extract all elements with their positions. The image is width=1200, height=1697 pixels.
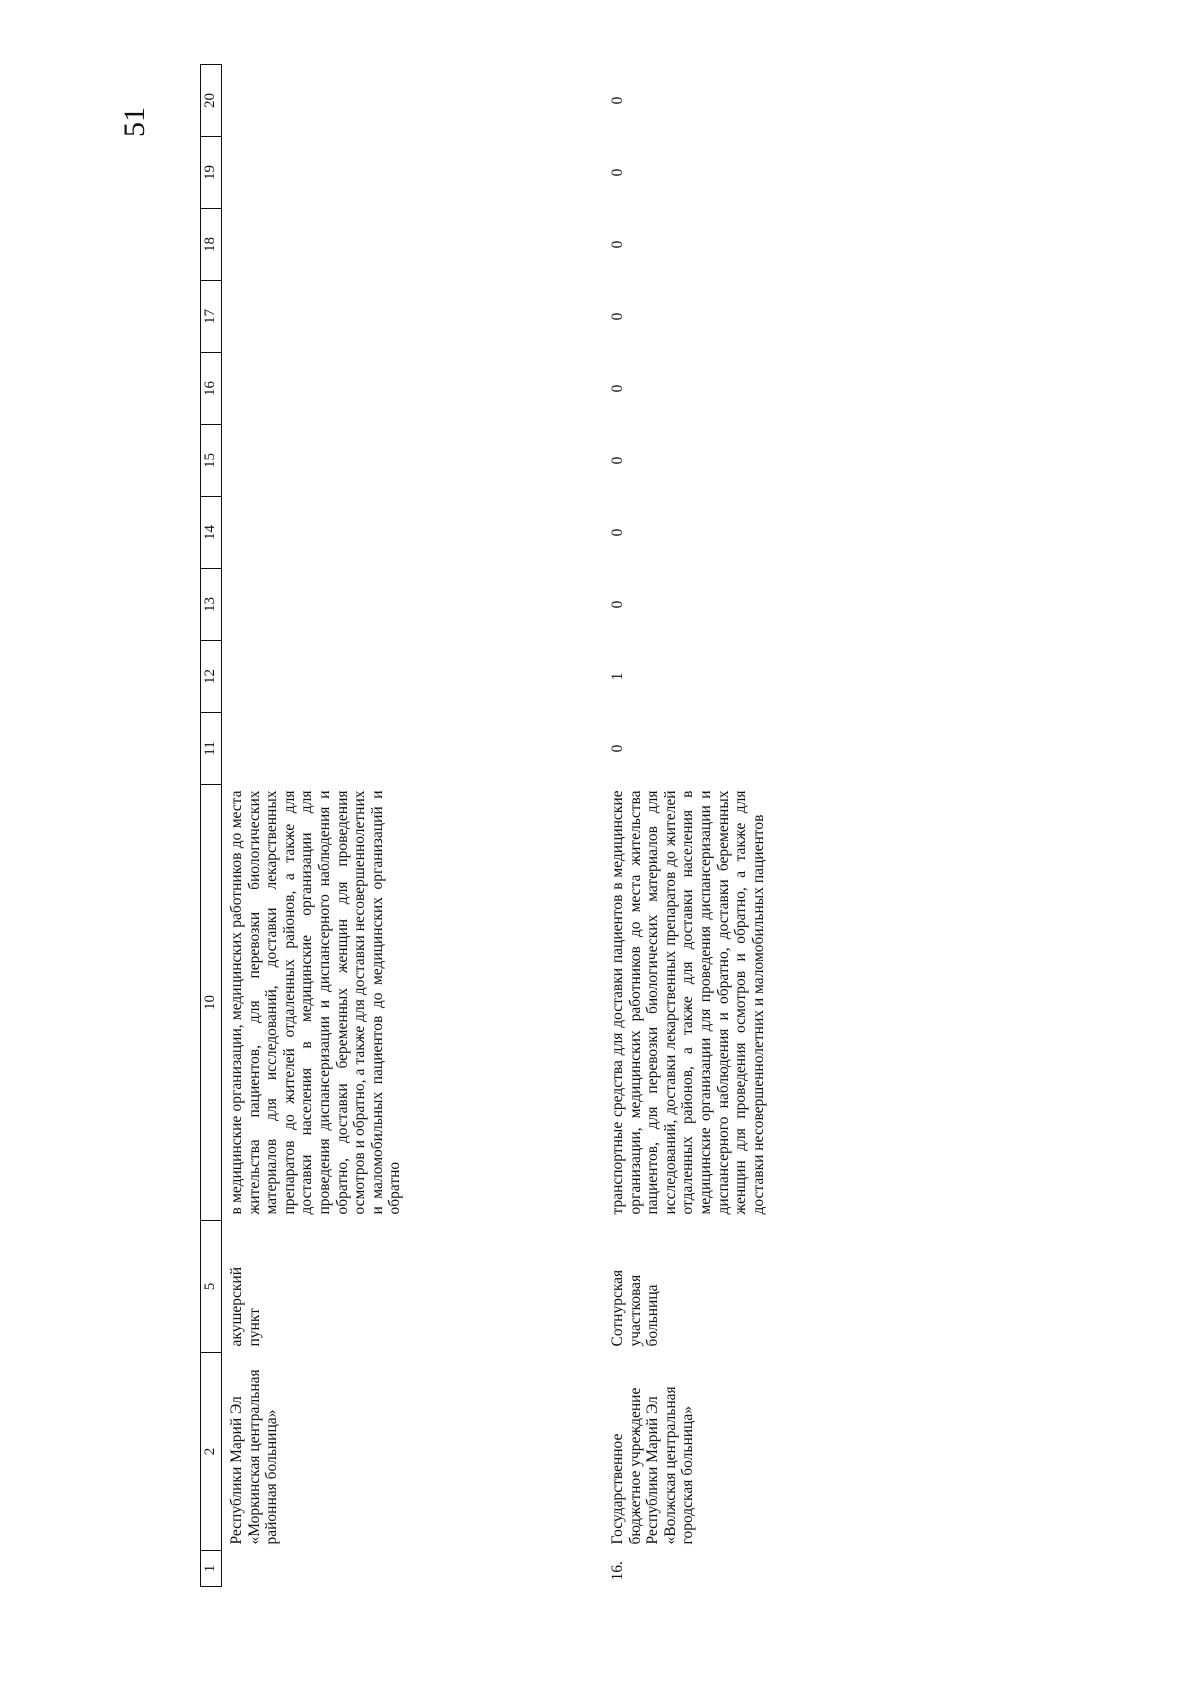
- col-header: 14: [201, 497, 222, 569]
- value-cell: [222, 713, 604, 785]
- value-cell: [222, 209, 604, 281]
- value-cell: 0: [609, 456, 626, 465]
- value-cell: [222, 281, 604, 353]
- value-cell: 0: [609, 312, 626, 321]
- value-cell: [222, 641, 604, 713]
- value-cell: [222, 137, 604, 209]
- table-row: [222, 65, 604, 1587]
- col-header: 16: [201, 353, 222, 425]
- data-table: [200, 64, 767, 1587]
- purpose-text: в медицинские организации, медицинских работников до места жительства пациентов, для перевозки биологических материалов для исследований, доставки лекарственных препаратов до жителей отдаленных районов, а также для доставки населения в медицинские организации для проведения диспансеризации и диспансерного наблюдения и обратно, доставки беременных женщин для проведения осмотров и обратно, а также для доставки несовершеннолетних и маломобильных пациентов до медицинских организаций и обратно: [228, 790, 404, 1215]
- col-header: 13: [201, 569, 222, 641]
- value-cell: 0: [609, 168, 626, 177]
- col-header: 20: [201, 65, 222, 137]
- value-cell: 0: [609, 384, 626, 393]
- value-cell: 0: [609, 240, 626, 249]
- page-number: 51: [118, 107, 151, 137]
- col-header: 5: [201, 1221, 222, 1353]
- row-number: [222, 1551, 604, 1587]
- value-cell: 0: [609, 96, 626, 105]
- col-header: 15: [201, 425, 222, 497]
- col-header: 2: [201, 1353, 222, 1551]
- organization-name: Республики Марий Эл «Моркинская центральная районная больница»: [228, 1369, 281, 1545]
- value-cell: 0: [609, 600, 626, 609]
- unit-name: Сотнурская участковая больница: [609, 1269, 662, 1347]
- value-cell: [222, 353, 604, 425]
- value-cell: [222, 65, 604, 137]
- value-cell: 1: [609, 672, 626, 681]
- value-cell: 0: [609, 744, 626, 753]
- col-header: 17: [201, 281, 222, 353]
- col-header: 1: [201, 1551, 222, 1587]
- purpose-text: транспортные средства для доставки пациентов в медицинские организации, медицинских работников до места жительства пациентов, для перевозки биологических материалов для исследований, доставки лекарственных препаратов до жителей отдаленных районов, а также для доставки населения в медицинские организации для проведения диспансеризации и диспансерного наблюдения и обратно, доставки беременных женщин для проведения осмотров и обратно, а также для доставки несовершеннолетних и маломобильных пациентов: [609, 790, 767, 1215]
- col-header: 18: [201, 209, 222, 281]
- value-cell: 0: [609, 528, 626, 537]
- col-header: 10: [201, 785, 222, 1221]
- col-header: 19: [201, 137, 222, 209]
- row-number: 16.: [609, 1561, 626, 1581]
- col-header: 12: [201, 641, 222, 713]
- col-header: 11: [201, 713, 222, 785]
- unit-name: акушерский пункт: [228, 1266, 263, 1347]
- value-cell: [222, 497, 604, 569]
- header-row: [201, 65, 222, 1587]
- value-cell: [222, 425, 604, 497]
- value-cell: [222, 569, 604, 641]
- table-row: [603, 65, 767, 1587]
- organization-name: Государственное бюджетное учреждение Республики Марий Эл «Волжская центральная городская больница»: [609, 1386, 697, 1545]
